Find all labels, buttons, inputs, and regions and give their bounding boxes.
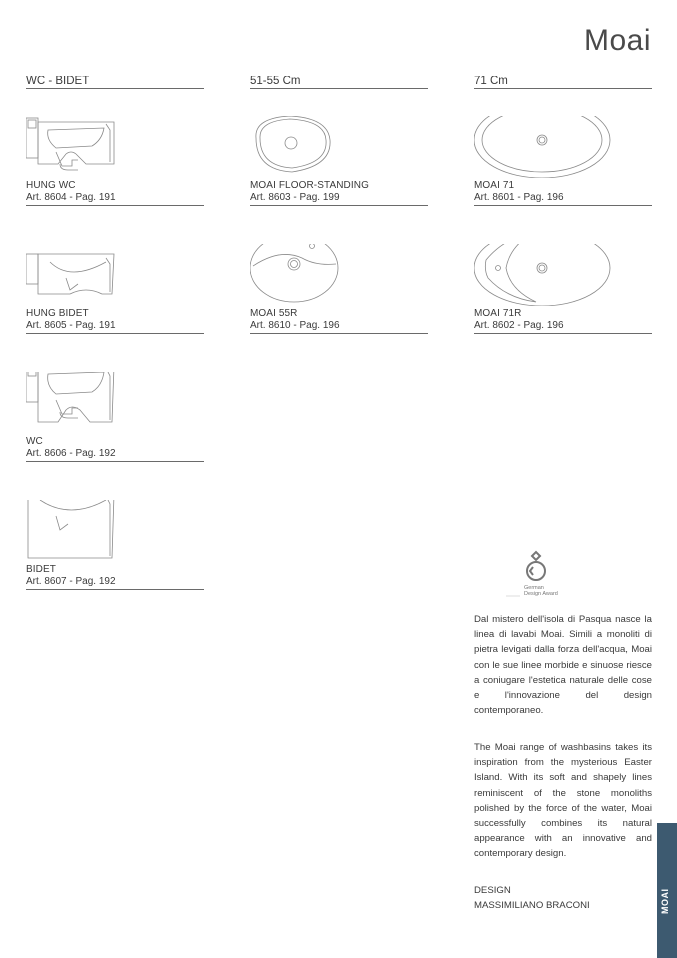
product-moai-71[interactable]	[474, 116, 652, 206]
product-ref: Art. 8604 - Pag. 191	[26, 192, 204, 206]
product-moai-55r[interactable]	[250, 244, 428, 334]
moai-71r-drawing	[474, 244, 652, 306]
moai-floor-drawing	[250, 116, 428, 178]
product-name: HUNG BIDET	[26, 308, 89, 319]
page-title: Moai	[583, 24, 651, 57]
bidet-drawing	[26, 500, 204, 562]
product-name: WC	[26, 436, 43, 447]
side-tab-label: MOAI	[660, 888, 670, 914]
hung-wc-drawing	[26, 116, 204, 178]
moai-71-drawing	[474, 116, 652, 178]
product-name: MOAI 55R	[250, 308, 298, 319]
product-name: MOAI 71R	[474, 308, 522, 319]
product-wc[interactable]	[26, 372, 204, 462]
column-heading-51-55: 51-55 Cm	[250, 76, 428, 89]
column-heading-71: 71 Cm	[474, 76, 652, 89]
designer-name: MASSIMILIANO BRACONI	[474, 900, 590, 911]
product-bidet[interactable]	[26, 500, 204, 590]
product-name: BIDET	[26, 564, 56, 575]
side-tab[interactable]	[657, 823, 677, 958]
product-ref: Art. 8610 - Pag. 196	[250, 320, 428, 334]
product-ref: Art. 8601 - Pag. 196	[474, 192, 652, 206]
product-name: MOAI 71	[474, 180, 515, 191]
product-hung-wc[interactable]	[26, 116, 204, 206]
product-name: HUNG WC	[26, 180, 76, 191]
design-label: DESIGN	[474, 885, 511, 896]
product-moai-floor-standing[interactable]	[250, 116, 428, 206]
wc-drawing	[26, 372, 204, 434]
hung-bidet-drawing	[26, 244, 204, 306]
designer-credit	[474, 883, 590, 913]
product-moai-71r[interactable]	[474, 244, 652, 334]
moai-55r-drawing	[250, 244, 428, 306]
product-ref: Art. 8602 - Pag. 196	[474, 320, 652, 334]
product-ref: Art. 8607 - Pag. 192	[26, 576, 204, 590]
column-heading-wc-bidet: WC - BIDET	[26, 76, 204, 89]
product-ref: Art. 8606 - Pag. 192	[26, 448, 204, 462]
description-italian: Dal mistero dell'isola di Pasqua nasce la linea di lavabi Moai. Simili a monoliti di pietra levigati dalla forza dell'acqua, Moai con le sue linee morbide e sinuose riesce a coniugare l'estetica naturale delle cose e l'innovazione del design contemporaneo.	[474, 614, 652, 717]
product-hung-bidet[interactable]	[26, 244, 204, 334]
product-name: MOAI FLOOR-STANDING	[250, 180, 369, 191]
description-english: The Moai range of washbasins takes its inspiration from the mysterious Easter Island. With its soft and shapely lines reminiscent of the stone monoliths polished by the force of the water, Moai successfully combines its natural appearance with an innovative and contemporary design.	[474, 742, 652, 860]
product-ref: Art. 8603 - Pag. 199	[250, 192, 428, 206]
product-ref: Art. 8605 - Pag. 191	[26, 320, 204, 334]
award-caption: German Design Award	[524, 585, 558, 597]
